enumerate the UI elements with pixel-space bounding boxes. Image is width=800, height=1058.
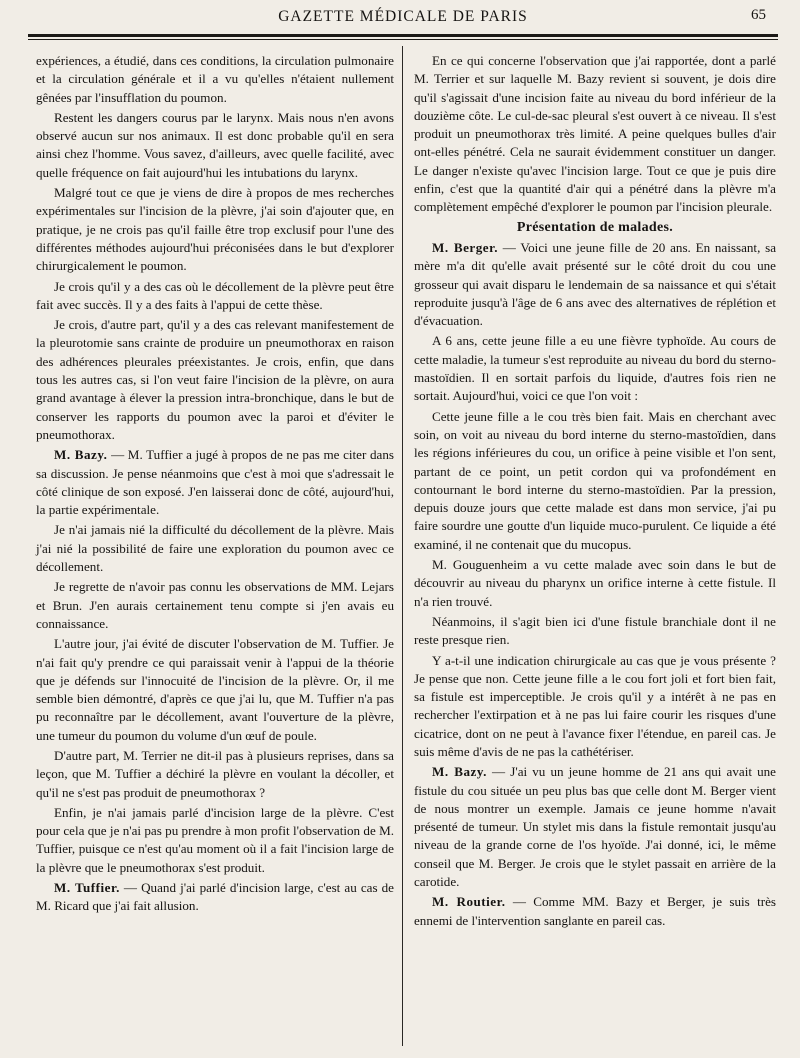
paragraph xyxy=(36,521,394,576)
speaker-name: M. Berger. xyxy=(432,239,498,255)
right-column-bottom xyxy=(414,239,776,930)
paragraph xyxy=(36,184,394,275)
paragraph-text: Restent les dangers courus par le larynx. Mais nous n'en avons observé aucun sur nos animaux. Il est donc probable qu'il en sera ainsi chez l'homme. Vous savez, d'ailleurs, avec quelle facilité, avec quelle fréquence on fait aujourd'hui les intubations du larynx. xyxy=(36,109,394,180)
paragraph-text: M. Gouguenheim a vu cette malade avec soin dans le but de découvrir au niveau du pharynx un orifice interne à cette fistule. Il n'a rien trouvé. xyxy=(414,557,776,609)
speaker-name: M. Routier. xyxy=(432,894,506,910)
page-number: 65 xyxy=(751,7,766,23)
paragraph xyxy=(36,446,394,519)
paragraph-text: D'autre part, M. Terrier ne dit-il pas à plusieurs reprises, dans sa leçon, que M. Tuffier a déchiré la plèvre en voulant la décoller, et qu'il ne s'est pas produit de pneumothorax ? xyxy=(36,747,394,800)
paragraph xyxy=(36,635,394,745)
paragraph-text: Cette jeune fille a le cou très bien fait. Mais en cherchant avec soin, on voit au niveau du bord interne du sterno-mastoïdien, dans les régions inférieures du cou, un orifice à peine visible et l'on sent, partant de ce point, un petit cordon qui va profondément en contournant le bord interne du sterno-mastoïdien. Par la pression, depuis douze jours que cette malade est dans mon service, j'ai pu faire sourdre une goutte d'un liquide muco-purulent. Ce liquide a été examiné, il ne contenait que du mucopus. xyxy=(414,408,776,552)
paragraph-text: L'autre jour, j'ai évité de discuter l'observation de M. Tuffier. Je n'ai fait qu'y prendre ce qui paraissait venir à l'appui de la théorie que je défends sur l'innocuité de l'incision de la plèvre. Or, il me semble bien démontré, d'après ce que j'ai lu, que M. Tuffier n'a pas pu reconnaître par le décollement, avant l'ouverture de la plèvre, une tumeur du poumon du volume d'un œuf de poule. xyxy=(36,636,394,743)
paragraph xyxy=(414,652,776,762)
section-heading: Présentation de malades. xyxy=(516,219,674,235)
paragraph xyxy=(414,556,776,611)
paragraph xyxy=(414,239,776,330)
paragraph xyxy=(36,879,394,916)
paragraph xyxy=(36,804,394,877)
header-rule xyxy=(28,34,778,40)
paragraph-text: expériences, a étudié, dans ces conditions, la circulation pulmonaire et la circulation générale et il a vu qu'elles n'étaient nullement gênées par l'insufflation du poumon. xyxy=(36,53,394,105)
left-column xyxy=(36,52,394,918)
paragraph-text: Je n'ai jamais nié la difficulté du décollement de la plèvre. Mais j'ai nié la possibilité de faire une exploration du poumon avec ce décollement. xyxy=(36,522,394,575)
right-column xyxy=(414,52,776,932)
paragraph-text: Je crois, d'autre part, qu'il y a des cas relevant manifestement de la pleurotomie sans crainte de produire un pneumothorax en raison des adhérences pleurales préexistantes. Je crois, enfin, que dans tous les autres cas, si l'on veut faire l'incision de la plèvre, on aura grand avantage à élever la pression intra-bronchique, dans le but de conserver les rapports du poumon avec la paroi et d'éviter le pneumothorax. xyxy=(36,317,394,442)
paragraph xyxy=(36,52,394,107)
paragraph-text: — Comme MM. Bazy et Berger, je suis très ennemi de l'intervention sanglante en pareil cas. xyxy=(414,894,776,928)
paragraph xyxy=(36,578,394,633)
paragraph xyxy=(414,408,776,554)
speaker-name: M. Tuffier. xyxy=(54,880,120,896)
speaker-name: M. Bazy. xyxy=(432,764,487,780)
paragraph xyxy=(414,763,776,891)
paragraph-text: Enfin, je n'ai jamais parlé d'incision large de la plèvre. C'est pour cela que je n'ai pas pu prendre à mon profit l'observation de M. Tuffier, puisque ce n'est qu'au moment où il a fait l'incision large de la plèvre que le pneumothorax s'est produit. xyxy=(36,804,394,875)
paragraph xyxy=(36,109,394,182)
paragraph-text: — J'ai vu un jeune homme de 21 ans qui avait une fistule du cou située un peu plus bas que celle dont M. Berger vient de nous montrer un exemple. Jamais ce jeune homme n'avait présenté de tumeur. Un stylet mis dans la fistule remontait jusqu'au niveau de la grande corne de l'os hyoïde. J'ai donné, ici, le même conseil que M. Berger. Je crois que le stylet passait en arrière de la carotide. xyxy=(414,764,776,890)
paragraph xyxy=(414,52,776,217)
paragraph-text: A 6 ans, cette jeune fille a eu une fièvre typhoïde. Au cours de cette maladie, la tumeur s'est reproduite au niveau du bord du sterno-mastoïdien. Il en sortait parfois du liquide, d'autres fois rien ne sortait. Aujourd'hui, voici ce que l'on voit : xyxy=(414,333,776,404)
right-column-top xyxy=(414,52,776,217)
paragraph xyxy=(414,613,776,650)
speaker-name: M. Bazy. xyxy=(54,447,108,463)
paragraph-text: — Voici une jeune fille de 20 ans. En naissant, sa mère m'a dit qu'elle avait présenté sur le côté droit du cou une grosseur qui avait disparu le lendemain de sa naissance et qui s'était reproduite jusqu'à l'âge de 6 ans avec des alternatives de réplétion et d'évacuation. xyxy=(414,239,777,329)
column-divider xyxy=(402,46,403,1046)
page-header xyxy=(28,6,778,28)
paragraph-text: Je regrette de n'avoir pas connu les observations de MM. Lejars et Brun. J'en aurais certainement tenu compte si j'en avais eu connaissance. xyxy=(36,579,394,631)
paragraph-text: — M. Tuffier a jugé à propos de ne pas me citer dans sa discussion. Je pense néanmoins que c'est à moi que s'adressait le côté clinique de son exposé. J'en laisserai donc de côté, aujourd'hui, la partie expérimentale. xyxy=(36,447,394,518)
paragraph xyxy=(414,332,776,405)
paragraph-text: Y a-t-il une indication chirurgicale au cas que je vous présente ? Je pense que non. Cette jeune fille a le cou fort joli et fort bien fait, sa fistule est imperceptible. Je crois qu'il y a intérêt à ne pas en rechercher l'extirpation et à ne pas lui faire courir les risques d'une cicatrice, dont on ne peut à l'avance fixer l'étendue, en pareil cas. Je suis même d'avis de ne pas la cathétériser. xyxy=(414,652,776,759)
paragraph-text: Malgré tout ce que je viens de dire à propos de mes recherches expérimentales sur l'incision de la plèvre, j'ai soin d'ajouter que, en pratique, je ne crois pas qu'il faille être trop exclusif pour l'une des différentes méthodes aujourd'hui préconisées dans le but d'explorer chirurgicalement le poumon. xyxy=(36,185,394,274)
paragraph xyxy=(36,747,394,802)
journal-title: GAZETTE MÉDICALE DE PARIS xyxy=(278,8,528,25)
paragraph-text: — Quand j'ai parlé d'incision large, c'est au cas de M. Ricard que j'ai fait allusion. xyxy=(36,880,394,914)
paragraph-text: En ce qui concerne l'observation que j'ai rapportée, dont a parlé M. Terrier et sur laquelle M. Bazy revient si souvent, je dois dire qu'il s'agissait d'une incision faite au niveau du bord inférieur de la douzième côte. Le cul-de-sac pleural s'est ouvert à ce niveau. Il s'est produit un pneumothorax très limité. A peine quelques bulles d'air ont-elles pénétré. Cela ne saurait évidemment constituer un danger. Le danger n'existe qu'avec l'incision large. Tout ce que je puis dire enfin, c'est que la quantité d'air qui a pénétré dans la plèvre m'a complètement empêché d'explorer le poumon par l'incision pleurale. xyxy=(414,53,776,215)
paragraph-text: Je crois qu'il y a des cas où le décollement de la plèvre peut être fait avec succès. Il y a des faits à l'appui de cette thèse. xyxy=(36,278,394,312)
paragraph xyxy=(36,316,394,444)
paragraph-text: Néanmoins, il s'agit bien ici d'une fistule branchiale dont il ne reste presque rien. xyxy=(414,613,776,648)
paragraph xyxy=(36,278,394,315)
paragraph xyxy=(414,893,776,930)
